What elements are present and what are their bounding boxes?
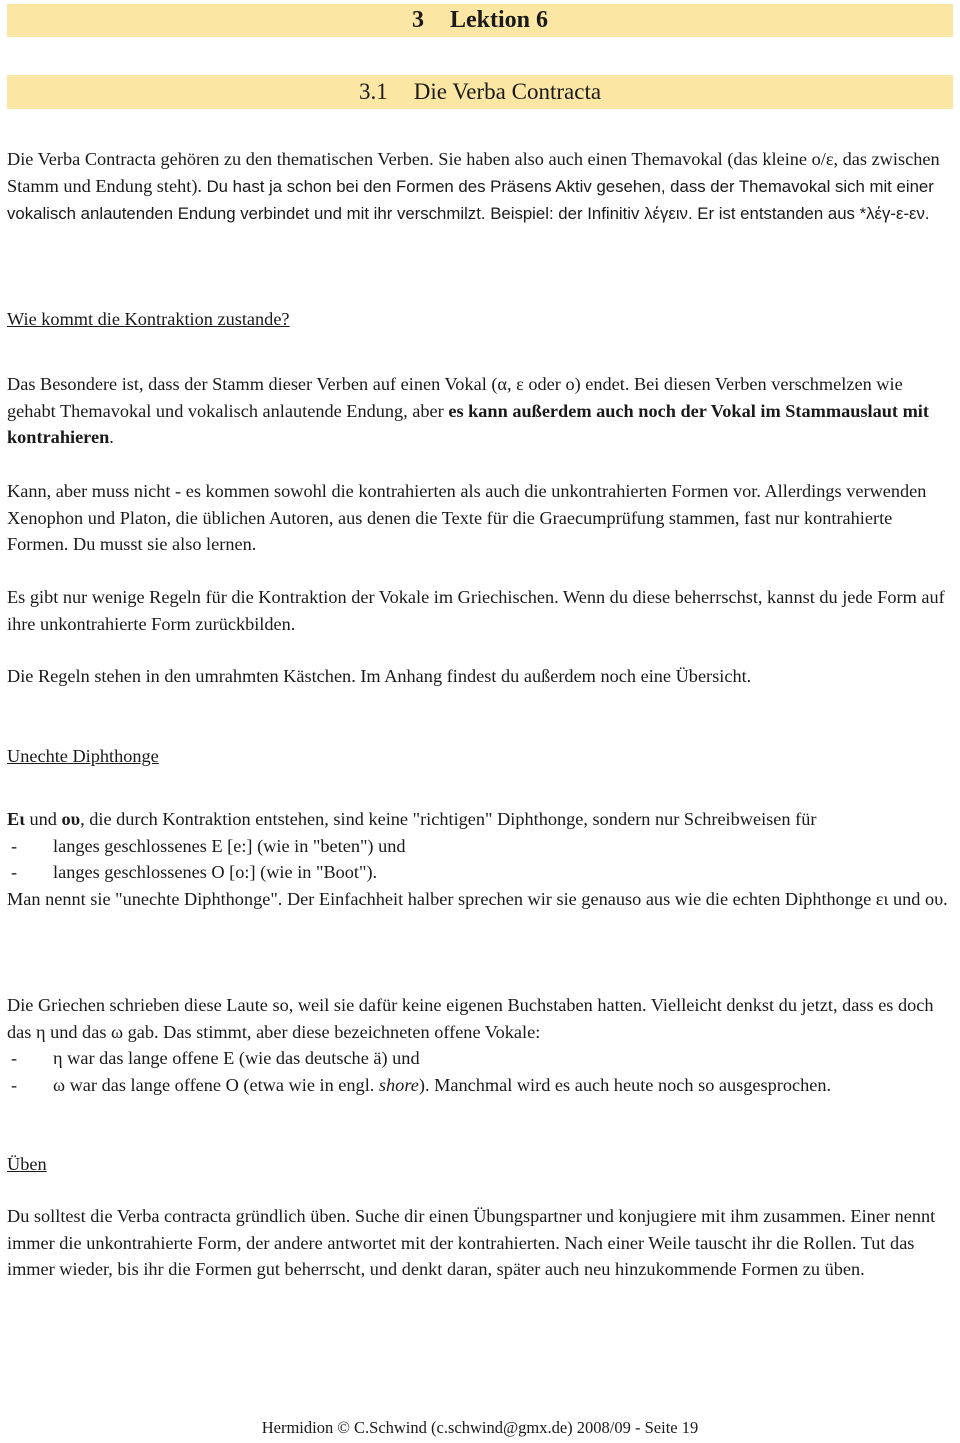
list-item-text: langes geschlossenes E [e:] (wie in "beten") und bbox=[53, 835, 406, 856]
diphthonge-p1-mid: und bbox=[24, 809, 62, 829]
kontraktion-paragraph-3: Es gibt nur wenige Regeln für die Kontraktion der Vokale im Griechischen. Wenn du diese beherrschst, kannst du jede Form auf ihre unkontrahierte Form zurückbilden. bbox=[7, 587, 945, 634]
diphthonge-block-2 bbox=[7, 992, 953, 1098]
list-item bbox=[7, 1072, 953, 1099]
intro-text-sans: Du hast ja schon bei den Formen des Präsens Aktiv gesehen, dass der Themavokal sich mit einer vokalisch anlautenden Endung verbindet und mit ihr verschmilzt. Beispiel: der Infinitiv λέγειν. Er ist entstanden aus *λέγ-ε-εν. bbox=[7, 176, 934, 223]
list-item bbox=[7, 859, 953, 886]
ueben-paragraph: Du solltest die Verba contracta gründlich üben. Suche dir einen Übungspartner und konjugiere mit ihm zusammen. Einer nennt immer die unkontrahierte Form, der andere antwortet mit der kontrahierten. Nach einer Weile tauscht ihr die Rollen. Tut das immer wieder, bis ihr die Formen gut beherrscht, und denkt daran, später auch neu hinzukommende Formen zu üben. bbox=[7, 1206, 936, 1279]
chapter-heading-band bbox=[7, 4, 953, 37]
diphthonge-block-1 bbox=[7, 806, 953, 912]
list-item-italic: shore bbox=[378, 1074, 419, 1095]
list-item-text: ω war das lange offene O (etwa wie in engl. bbox=[53, 1074, 379, 1095]
list-item bbox=[7, 1045, 953, 1072]
list-item-text-end: ). Manchmal wird es auch heute noch so ausgesprochen. bbox=[418, 1074, 832, 1095]
list-dash: - bbox=[11, 1048, 18, 1068]
diphthonge-heading: Unechte Diphthonge bbox=[7, 746, 159, 766]
kontraktion-paragraph-2: Kann, aber muss nicht - es kommen sowohl die kontrahierten als auch die unkontrahierten Formen vor. Allerdings verwenden Xenophon und Platon, die üblichen Autoren, aus denen die Texte für die Graecumprüfung stammen, fast nur kontrahierte Formen. Du musst sie also lernen. bbox=[7, 481, 927, 554]
kontraktion-paragraph-4: Die Regeln stehen in den umrahmten Kästchen. Im Anhang findest du außerdem noch eine Übersicht. bbox=[7, 666, 752, 686]
kontraktion-paragraph-1 bbox=[7, 371, 953, 451]
kontraktion-p1-end: . bbox=[109, 427, 114, 447]
list-item-text: langes geschlossenes O [o:] (wie in "Boot"). bbox=[53, 862, 378, 882]
intro-paragraph bbox=[7, 146, 953, 228]
list-dash: - bbox=[11, 862, 18, 882]
diphthonge-paragraph-1 bbox=[7, 806, 953, 833]
chapter-number: 3 bbox=[411, 7, 424, 33]
section-heading-band bbox=[7, 75, 953, 109]
list-dash: - bbox=[11, 1074, 18, 1095]
diphthong-ei: Ει bbox=[7, 809, 25, 829]
ueben-heading: Üben bbox=[7, 1154, 47, 1174]
kontraktion-heading: Wie kommt die Kontraktion zustande? bbox=[7, 309, 290, 329]
chapter-title: Lektion 6 bbox=[449, 7, 548, 33]
list-item-text: η war das lange offene E (wie das deutsche ä) und bbox=[53, 1048, 420, 1068]
diphthong-ou: ου bbox=[61, 809, 81, 829]
diphthonge-paragraph-2: Man nennt sie "unechte Diphthonge". Der Einfachheit halber sprechen wir sie genauso aus wie die echten Diphthonge ει und ου. bbox=[7, 888, 948, 909]
kontraktion-p1-bold: es kann außerdem auch noch der Vokal im Stammauslaut mit kontrahieren bbox=[7, 400, 929, 447]
intro-text-serif: Die Verba Contracta gehören zu den thematischen Verben. Sie haben also auch einen Themavokal (das kleine ο/ε, das zwischen Stamm und Endung steht). bbox=[7, 149, 940, 196]
list-item bbox=[7, 833, 953, 860]
diphthonge-p1-rest: , die durch Kontraktion entstehen, sind keine "richtigen" Diphthonge, sondern nur Schreibweisen für bbox=[80, 809, 817, 829]
kontraktion-p1-text: Das Besondere ist, dass der Stamm dieser Verben auf einen Vokal (α, ε oder ο) endet. Bei diesen Verben verschmelzen wie gehabt Themavokal und vokalisch anlautende Endung, aber bbox=[7, 374, 903, 421]
page-footer: Hermidion © C.Schwind (c.schwind@gmx.de) 2008/09 - Seite 19 bbox=[261, 1418, 699, 1437]
section-title: Die Verba Contracta bbox=[413, 79, 602, 104]
list-dash: - bbox=[11, 835, 18, 856]
diphthonge-paragraph-3: Die Griechen schrieben diese Laute so, weil sie dafür keine eigenen Buchstaben hatten. Vielleicht denkst du jetzt, dass es doch das η und das ω gab. Das stimmt, aber diese bezeichneten offene Vokale: bbox=[7, 995, 934, 1042]
section-number: 3.1 bbox=[358, 79, 388, 104]
